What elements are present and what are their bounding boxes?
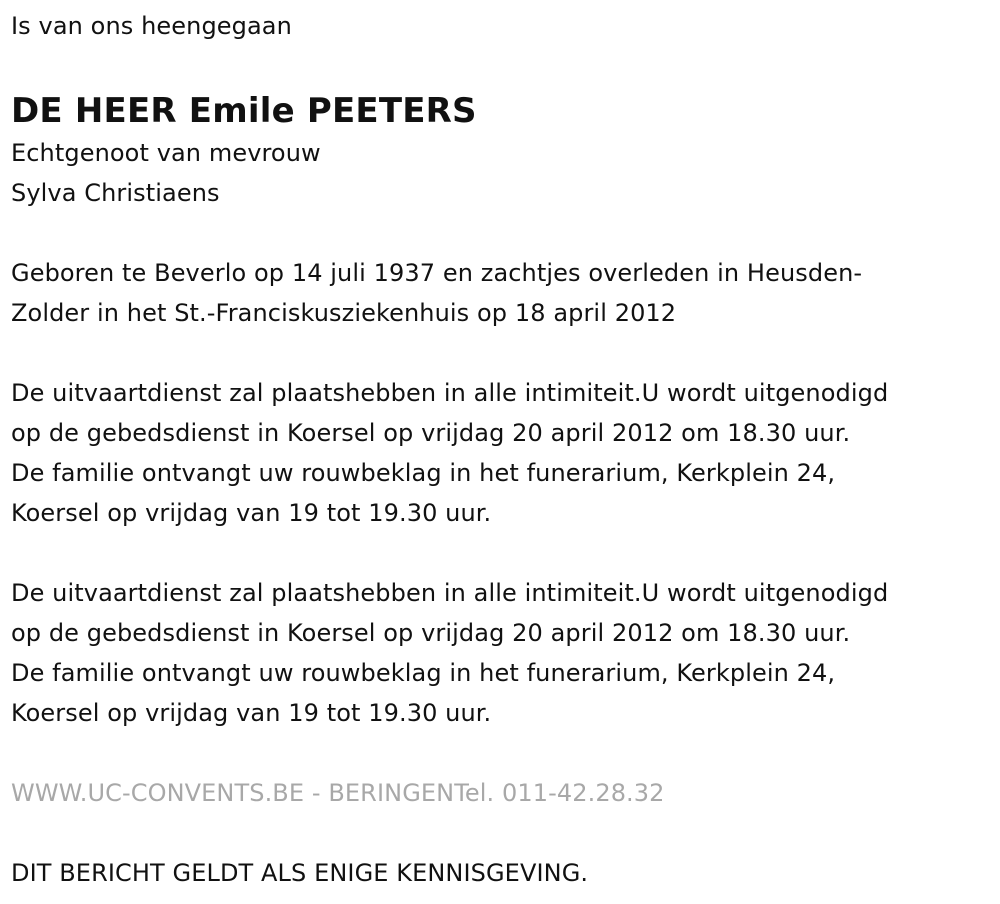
service-line: Koersel op vrijdag van 19 tot 19.30 uur. — [11, 699, 492, 727]
intro-text: Is van ons heengegaan — [11, 12, 292, 40]
death-line: Zolder in het St.-Franciskusziekenhuis op 18 april 2012 — [11, 299, 677, 327]
service-line: De uitvaartdienst zal plaatshebben in alle intimiteit.U wordt uitgenodigd — [11, 579, 889, 607]
official-notice: DIT BERICHT GELDT ALS ENIGE KENNISGEVING. — [11, 859, 589, 887]
spouse-section — [11, 133, 996, 213]
service-line: De uitvaartdienst zal plaatshebben in alle intimiteit.U wordt uitgenodigd — [11, 379, 889, 407]
service-info-1 — [11, 373, 996, 533]
service-info-2 — [11, 573, 996, 733]
spouse-name: Sylva Christiaens — [11, 179, 220, 207]
deceased-name: DE HEER Emile PEETERS — [11, 91, 477, 131]
service-line: Koersel op vrijdag van 19 tot 19.30 uur. — [11, 499, 492, 527]
service-line: op de gebedsdienst in Koersel op vrijdag 20 april 2012 om 18.30 uur. — [11, 619, 851, 647]
service-line: De familie ontvangt uw rouwbeklag in het funerarium, Kerkplein 24, — [11, 659, 836, 687]
service-line: De familie ontvangt uw rouwbeklag in het funerarium, Kerkplein 24, — [11, 459, 836, 487]
spouse-line: Echtgenoot van mevrouw — [11, 139, 321, 167]
service-line: op de gebedsdienst in Koersel op vrijdag 20 april 2012 om 18.30 uur. — [11, 419, 851, 447]
obituary-notice — [11, 0, 996, 893]
birth-death-section — [11, 253, 996, 333]
funeral-home-info: WWW.UC-CONVENTS.BE - BERINGENTel. 011-42.28.32 — [11, 779, 665, 807]
birth-line: Geboren te Beverlo op 14 juli 1937 en zachtjes overleden in Heusden- — [11, 259, 863, 287]
